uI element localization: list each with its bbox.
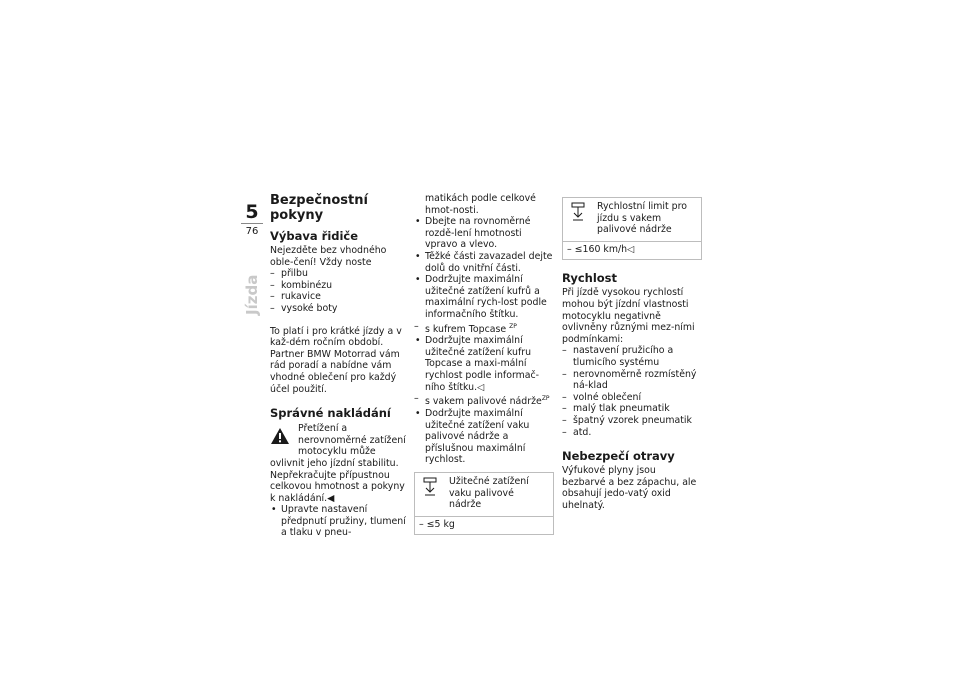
tankbag-payload-value: ≤5 kg <box>426 518 455 530</box>
speed-list <box>562 345 702 438</box>
list-item: – rukavice <box>270 291 412 303</box>
list-item: – špatný vzorek pneumatik <box>562 415 702 427</box>
driver-equipment-paragraph: To platí i pro krátké jízdy a v kaž-dém ročním období. Partner BMW Motorrad vám rád poradí a nabídne vám vhodné oblečení pro každý účel použití. <box>270 325 402 395</box>
column-3 <box>562 193 702 511</box>
weight-gauge-icon <box>571 202 585 222</box>
tankbag-payload-value-row: – ≤5 kg <box>415 516 553 535</box>
list-item <box>414 393 554 408</box>
tankbag-condition <box>414 393 554 408</box>
page-title: Bezpečnostní pokyny <box>270 193 368 223</box>
list-item <box>414 321 554 336</box>
list-item: • Dbejte na rovnoměrné rozdě-lení hmotnosti vpravo a vlevo. <box>414 216 554 251</box>
warning-lead: Přetížení a nerovnoměrné zatížení motocyklu může <box>298 423 406 458</box>
list-item: • Dodržujte maximální užitečné zatížení kufru Topcase a maxi-mální rychlost podle informač-ního štítku.◁ <box>414 335 554 393</box>
speed-intro: Při jízdě vysokou rychlostí mohou být jízdní vlastnosti motocyklu negativně ovlivněny různými mez-ními podmínkami: <box>562 287 695 345</box>
chapter-rule <box>241 223 263 224</box>
list-item: – malý tlak pneumatik <box>562 403 702 415</box>
tankbag-speed-value-row: – ≤160 km/h◁ <box>563 241 701 260</box>
driver-equipment-intro: Nejezděte bez vhodného oble-čení! Vždy noste <box>270 245 387 268</box>
section-name: Jízda <box>243 274 261 315</box>
loading-list <box>270 504 412 539</box>
topcase-list <box>414 335 554 393</box>
warning-rest: ovlivnit jeho jízdní stabilitu. Nepřekračujte přípustnou celkovou hmotnost a pokyny k nakládání.◀ <box>270 457 405 504</box>
tankbag-speed-value: ≤160 km/h◁ <box>574 243 635 255</box>
list-item: – kombinézu <box>270 280 412 292</box>
heading-speed: Rychlost <box>562 271 618 286</box>
tankbag-speed-box <box>562 197 702 260</box>
heading-poisoning: Nebezpečí otravy <box>562 449 675 464</box>
list-item: – volné oblečení <box>562 392 702 404</box>
column-2 <box>414 193 554 535</box>
weight-gauge-icon <box>423 477 437 497</box>
heading-loading: Správné nakládání <box>270 406 391 421</box>
tankbag-list <box>414 408 554 466</box>
list-item: • Dodržujte maximální užitečné zatížení vaku palivové nádrže a příslušnou maximální rychlost. <box>414 408 554 466</box>
column-1 <box>270 193 412 539</box>
tankbag-label: s vakem palivové nádrže <box>425 396 542 408</box>
heading-driver-equipment: Výbava řidiče <box>270 229 359 243</box>
tankbag-speed-label: Rychlostní limit pro jízdu s vakem palivové nádrže <box>597 201 688 236</box>
tankbag-payload-label: Užitečné zatížení vaku palivové nádrže <box>449 475 529 511</box>
driver-equipment-list <box>270 268 412 314</box>
optional-accessory-marker: ZP <box>541 395 550 403</box>
topcase-condition <box>414 321 554 336</box>
chapter-number: 5 <box>245 201 259 223</box>
list-item: • Těžké části zavazadel dejte dolů do vnitřní části. <box>414 251 554 274</box>
list-item: – atd. <box>562 427 702 439</box>
loading-list-continued <box>414 216 554 320</box>
topcase-label: s kufrem Topcase <box>425 323 507 335</box>
warning-block <box>270 423 412 504</box>
warning-triangle-icon <box>270 427 290 445</box>
list-item: • Upravte nastavení předpnutí pružiny, tlumení a tlaku v pneu- <box>270 504 412 539</box>
continued-text: matikách podle celkové hmot-nosti. <box>425 193 536 216</box>
list-item: – nastavení pružicího a tlumicího systému <box>562 345 702 368</box>
poisoning-text: Výfukové plyny jsou bezbarvé a bez zápachu, ale obsahují jedo-vatý oxid uhelnatý. <box>562 465 697 511</box>
tankbag-payload-box <box>414 472 554 535</box>
list-item: • Dodržujte maximální užitečné zatížení kufrů a maximální rych-lost podle informačního štítku. <box>414 274 554 320</box>
optional-accessory-marker: ZP <box>509 322 517 330</box>
list-item: – vysoké boty <box>270 303 412 315</box>
list-item: – nerovnoměrně rozmístěný ná-klad <box>562 369 702 392</box>
page-number: 76 <box>245 226 259 237</box>
list-item: – přilbu <box>270 268 412 280</box>
